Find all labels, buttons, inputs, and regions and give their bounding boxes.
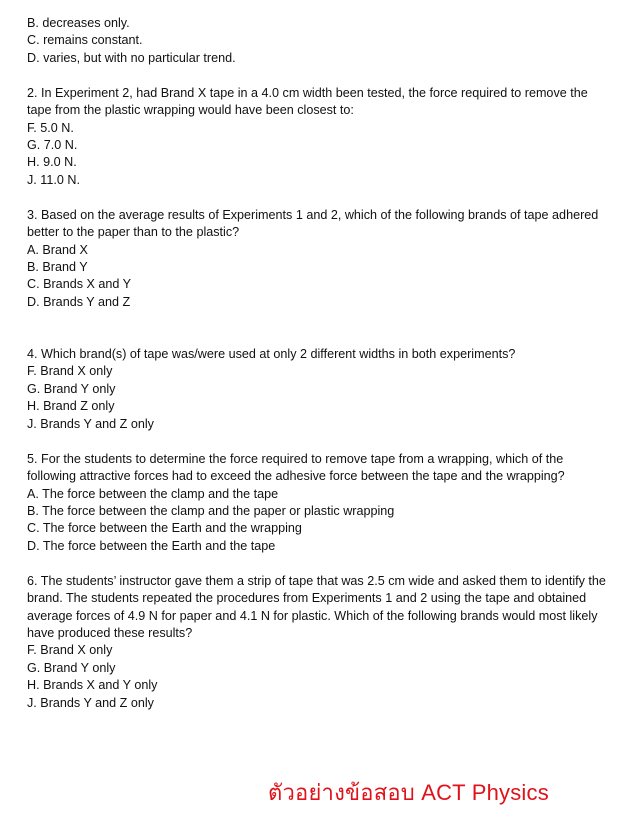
option: H. Brands X and Y only xyxy=(27,678,158,693)
option: B. The force between the clamp and the paper or plastic wrapping xyxy=(27,503,395,518)
question-3 xyxy=(27,207,607,311)
option: J. Brands Y and Z only xyxy=(27,416,154,431)
question-text: 3. Based on the average results of Experiments 1 and 2, which of the following brands of tape adhered better to the paper than to the plastic? xyxy=(27,207,599,240)
question-6 xyxy=(27,573,607,712)
question-text: 5. For the students to determine the force required to remove tape from a wrapping, which of the following attractive forces had to exceed the adhesive force between the tape and the wrapping? xyxy=(27,451,565,484)
option: G. Brand Y only xyxy=(27,660,116,675)
option: H. 9.0 N. xyxy=(27,155,77,170)
option: C. The force between the Earth and the wrapping xyxy=(27,521,302,536)
option: B. decreases only. xyxy=(27,16,130,30)
option: D. Brands Y and Z xyxy=(27,294,131,309)
option: J. Brands Y and Z only xyxy=(27,695,154,710)
previous-question-options xyxy=(27,15,607,67)
option: J. 11.0 N. xyxy=(27,172,80,187)
footer-caption: ตัวอย่างข้อสอบ ACT Physics xyxy=(268,780,549,805)
option: A. The force between the clamp and the tape xyxy=(27,486,279,501)
question-text: 2. In Experiment 2, had Brand X tape in a 4.0 cm width been tested, the force required to remove the tape from the plastic wrapping would have been closest to: xyxy=(27,85,588,118)
option: D. The force between the Earth and the tape xyxy=(27,538,276,553)
document-page xyxy=(27,15,607,730)
option: A. Brand X xyxy=(27,242,88,257)
option: C. Brands X and Y xyxy=(27,277,132,292)
question-text: 4. Which brand(s) of tape was/were used at only 2 different widths in both experiments? xyxy=(27,347,516,362)
option: D. varies, but with no particular trend. xyxy=(27,50,236,65)
option: F. Brand X only xyxy=(27,364,113,379)
question-text: 6. The students’ instructor gave them a strip of tape that was 2.5 cm wide and asked them to identify the brand. The students repeated the procedures from Experiments 1 and 2 using the tape and obtained average forces of 4.9 N for paper and 4.1 N for plastic. Which of the following brands would most likely have produced these results? xyxy=(27,573,606,640)
spacer xyxy=(27,329,607,346)
option: F. Brand X only xyxy=(27,643,113,658)
option: F. 5.0 N. xyxy=(27,120,74,135)
question-5 xyxy=(27,451,607,555)
question-2 xyxy=(27,85,607,189)
option: G. Brand Y only xyxy=(27,381,116,396)
option: H. Brand Z only xyxy=(27,399,115,414)
option: B. Brand Y xyxy=(27,260,88,275)
option: G. 7.0 N. xyxy=(27,138,78,153)
question-4 xyxy=(27,346,607,433)
option: C. remains constant. xyxy=(27,33,143,48)
